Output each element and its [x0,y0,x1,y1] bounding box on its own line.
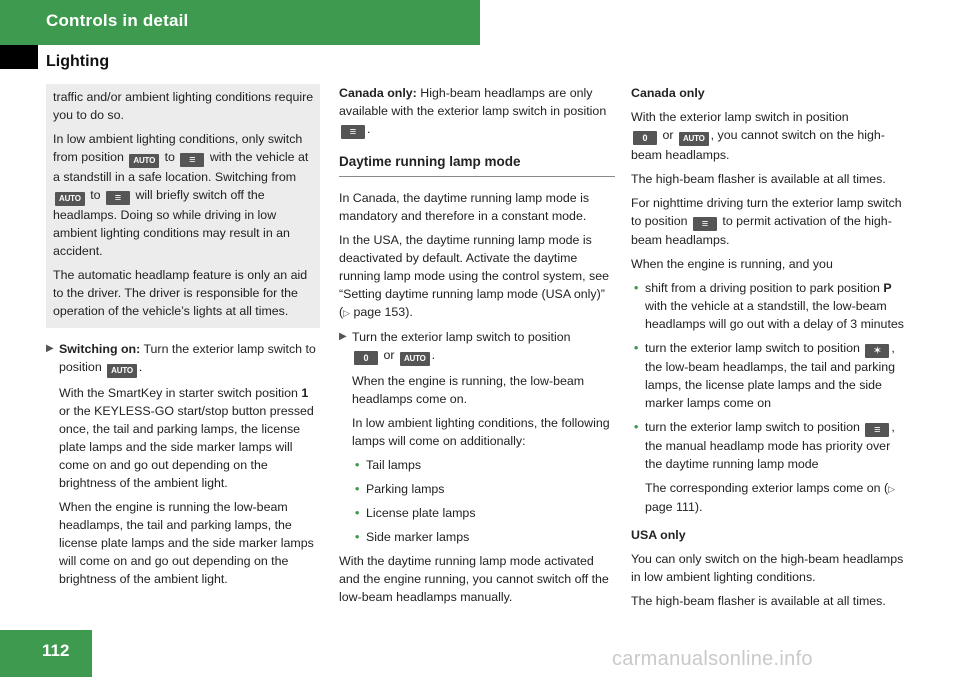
section-title: Lighting [46,53,110,70]
zero-position-icon: 0 [633,131,657,145]
list-item: • License plate lamps [355,506,476,520]
low-beam-icon: ≡ [106,191,130,205]
auto-icon: AUTO [679,132,709,146]
canada-only-heading: Canada only [631,86,705,100]
column-3: Canada only With the exterior lamp switch in position 0 or AUTO , you cannot switch on the high-beam headlamps. The high-beam flasher is available at all times. For nighttime driving turn the exterior lamp switch to position ≡ to permit activation of the high-beam headlamps. When the engine is running, and you • shift from a driving position to park position P with the vehicle at a standstill, the low-beam headlamps will go out with a delay of 3 minutes • turn the exterior lamp switch to position ✶ , the low-beam headlamps, the tail and parking lamps, the license plate lamps and the side marker lamps come on • turn the exterior lamp switch to position ≡ , the manual headlamp mode has priority over the daytime running lamp mode The corresponding exterior lamps come on (▷ page 111). USA only You can only switch on the high-beam headlamps in low ambient lighting conditions. The high-beam flasher is available at all times. [631,84,909,616]
drl-heading: Daytime running lamp mode [339,153,615,177]
step-arrow-icon: ▶ [46,343,54,354]
page-reference-link[interactable]: page 111 [645,500,695,514]
auto-icon: AUTO [107,364,137,378]
warning-text-3: The automatic headlamp feature is only an aid to the driver. The driver is responsible for the operation of the vehicle’s lights at all times. [53,268,308,318]
column-1 [46,84,320,594]
auto-icon: AUTO [55,192,85,206]
low-beam-icon: ≡ [180,153,204,167]
warning-text-1: traffic and/or ambient lighting conditions require you to do so. [53,90,314,122]
list-item: • shift from a driving position to park position P with the vehicle at a standstill, the low-beam headlamps will go out with a delay of 3 minutes [634,281,904,331]
usa-only-heading: USA only [631,528,686,542]
section-tab-marker [0,45,38,69]
instruction-step-switching-on: ▶ Switching on: Turn the exterior lamp switch to position AUTO . With the SmartKey in starter switch position 1 or the KEYLESS-GO start/stop button pressed once, the tail and parking lamps, the license plate lamps and the side marker lamps will come on and go out depending on the brightness of the ambient light. When the engine is running the low-beam headlamps, the tail and parking lamps, the license plate lamps and the side marker lamps will come on and go out depending on the brightness of the ambient light. [46,342,316,586]
list-item: • turn the exterior lamp switch to position ≡ , the manual headlamp mode has priority over the daytime running lamp mode [634,420,895,471]
auto-icon: AUTO [129,154,159,168]
page-number-box [0,630,92,677]
warning-box [46,84,320,328]
page-number: 112 [42,641,70,660]
zero-position-icon: 0 [354,351,378,365]
column-2: Canada only: High-beam headlamps are only available with the exterior lamp switch in position ≡ . Daytime running lamp mode In Canada, the daytime running lamp mode is mandatory and therefore in a constant mode. In the USA, the daytime running lamp mode is deactivated by default. Activate the daytime running lamp mode using the control system, see “Setting daytime running lamp mode (USA only)” (▷ page 153). ▶ Turn the exterior lamp switch to position 0 or AUTO . When the engine is running, the low-beam headlamps come on. In low ambient lighting conditions, the following lamps will come on additionally: • Tail lamps • Parking lamps • License plate lamps • Side marker lamps With the daytime running lamp mode activated and the engine running, you cannot switch off the low-beam headlamps manually. [339,84,615,612]
page-ref-icon: ▷ [343,308,351,318]
low-beam-icon: ≡ [341,125,365,139]
list-item: • Tail lamps [355,458,422,472]
list-item: • Side marker lamps [355,530,470,544]
page-ref-icon: ▷ [888,484,896,494]
parking-lamp-icon: ✶ [865,344,889,358]
low-beam-icon: ≡ [865,423,889,437]
chapter-title: Controls in detail [46,11,189,30]
watermark: carmanualsonline.info [612,648,813,670]
page-reference-link[interactable]: page 153 [353,305,406,319]
step-arrow-icon: ▶ [339,331,347,342]
canada-note: Canada only: High-beam headlamps are only available with the exterior lamp switch in position ≡ . [339,86,607,138]
list-item: • turn the exterior lamp switch to position ✶ , the low-beam headlamps, the tail and parking lamps, the license plate lamps and the side marker lamps come on [634,341,896,410]
auto-icon: AUTO [400,352,430,366]
chapter-header-bar [0,0,480,45]
low-beam-icon: ≡ [693,217,717,231]
list-item: • Parking lamps [355,482,445,496]
warning-text-2: In low ambient lighting conditions, only switch from position AUTO to ≡ with the vehicle at a standstill in a safe location. Switching from AUTO to ≡ will briefly switch off the headlamps. Doing so while driving in low ambient lighting conditions may result in an accident. [53,132,309,258]
instruction-step-drl: ▶ Turn the exterior lamp switch to position 0 or AUTO . When the engine is running, the low-beam headlamps come on. In low ambient lighting conditions, the following lamps will come on additionally: • Tail lamps • Parking lamps • License plate lamps • Side marker lamps [339,328,615,546]
